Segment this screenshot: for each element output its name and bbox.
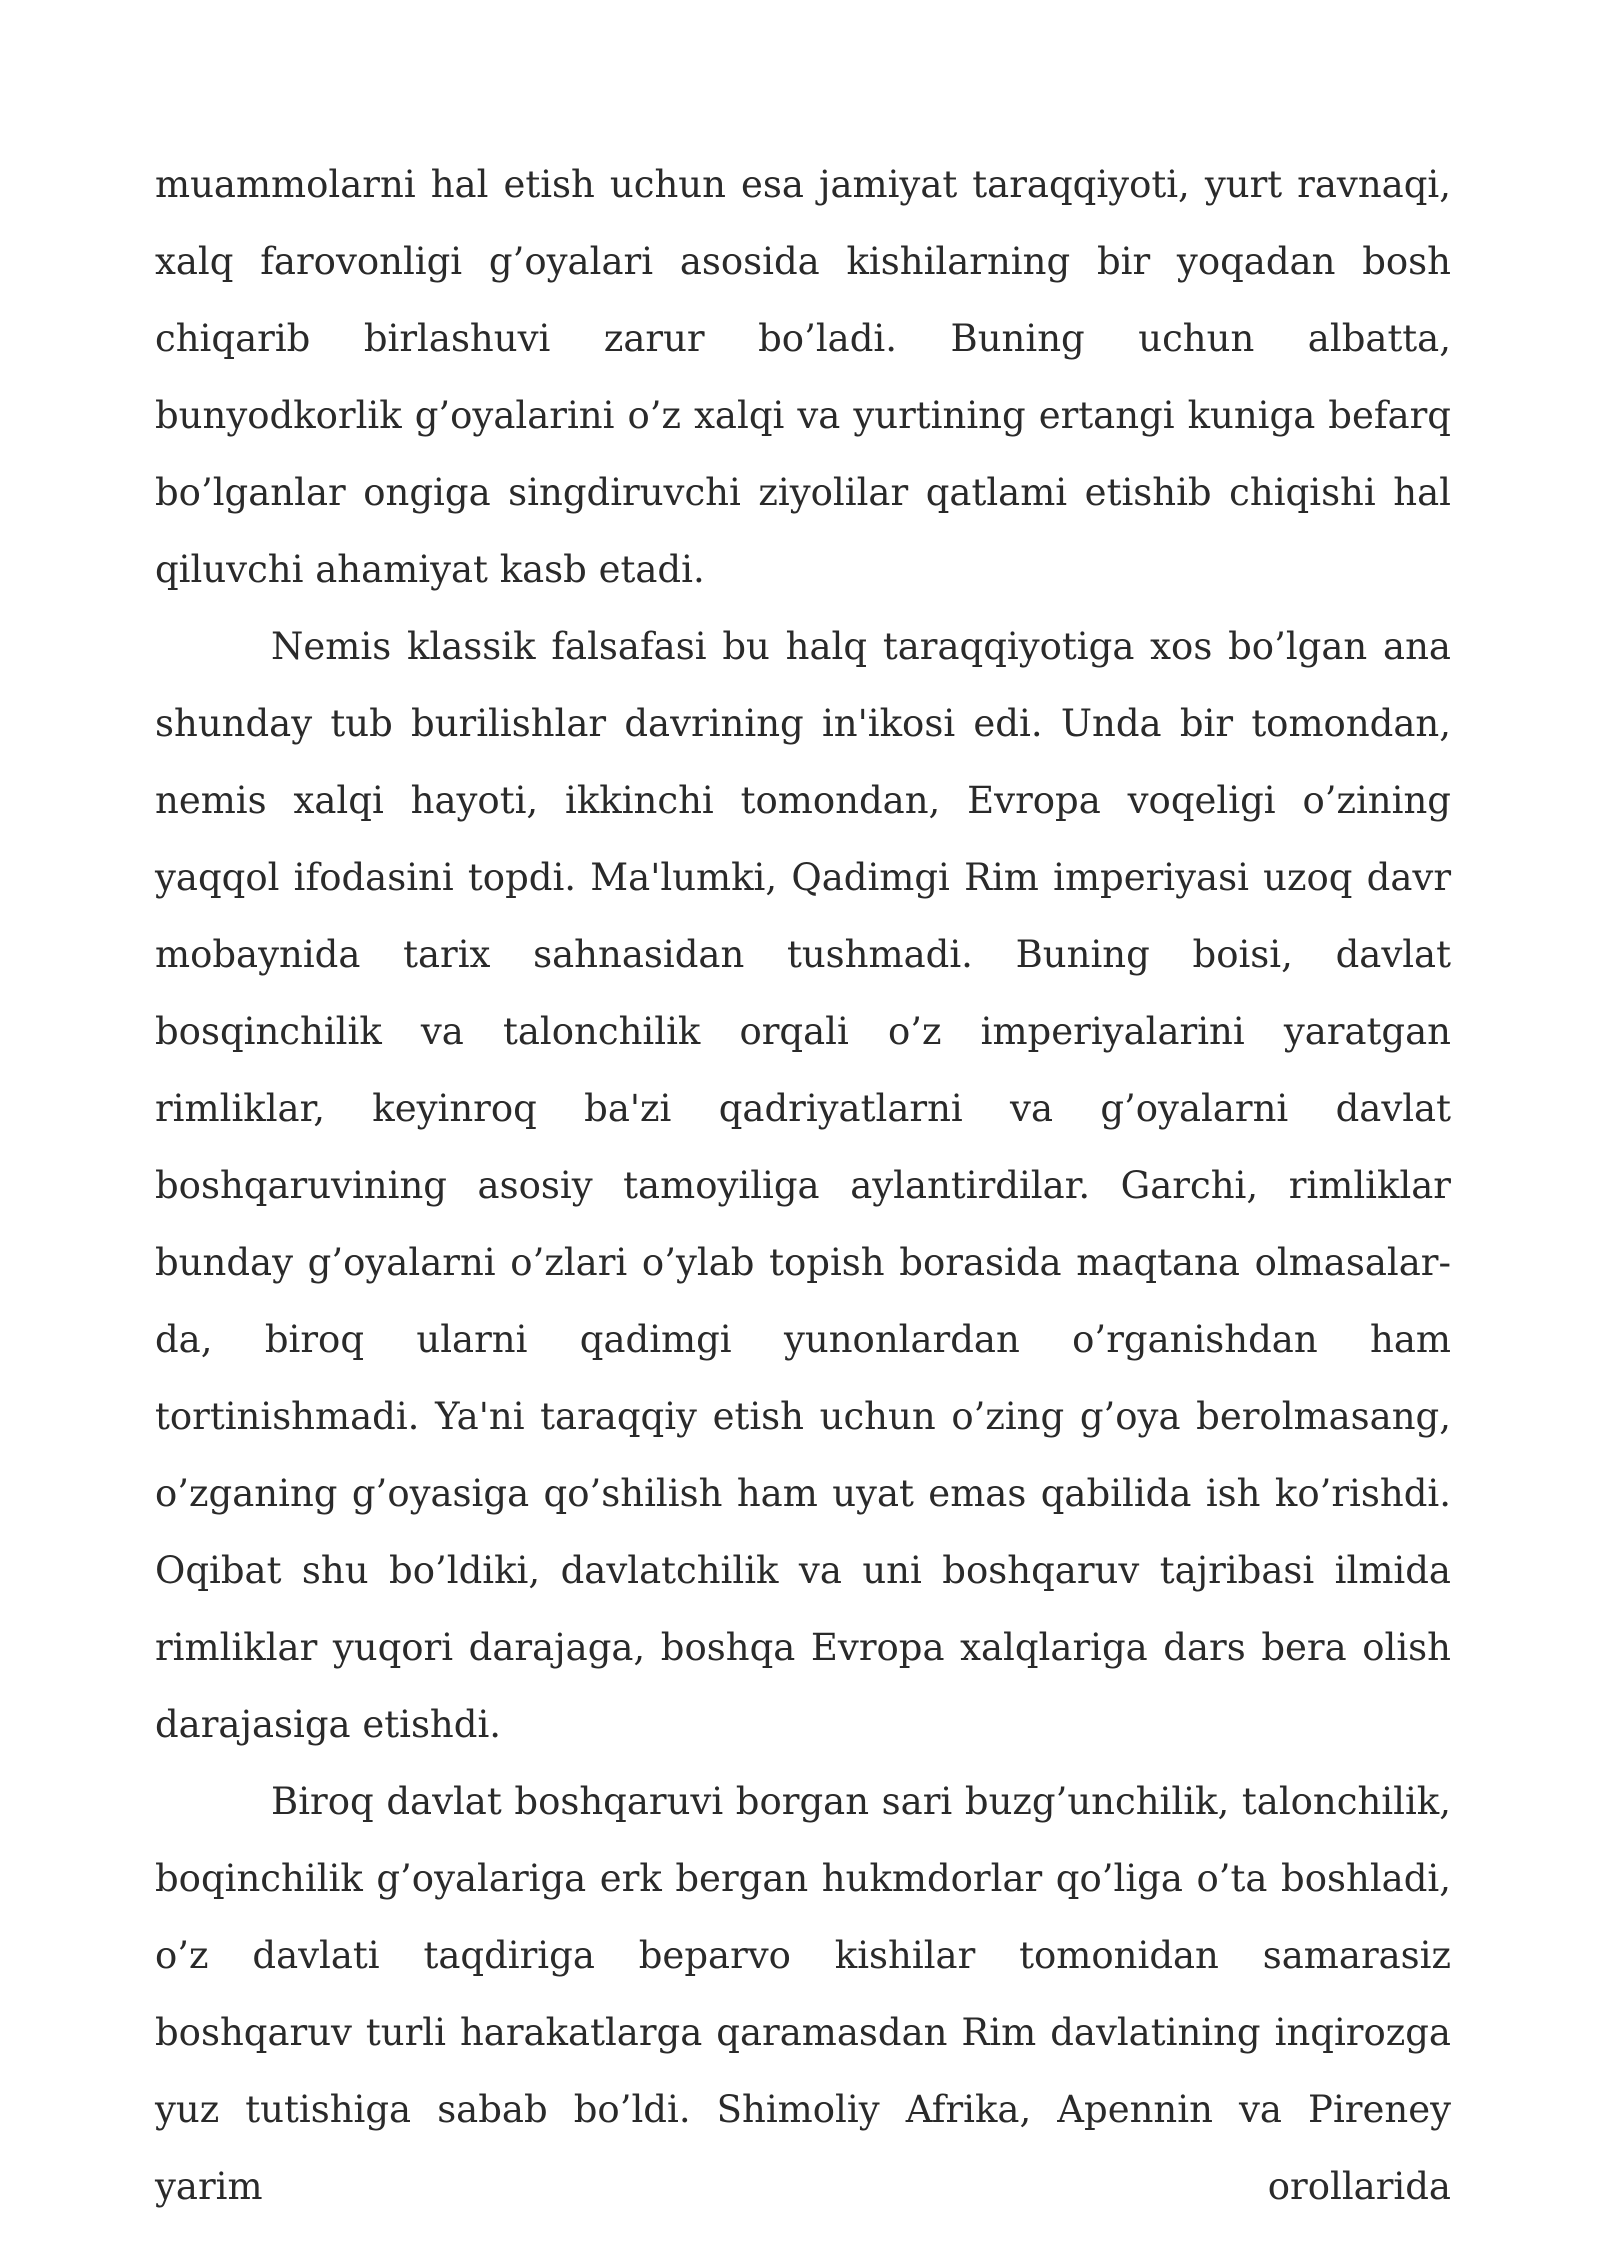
document-body [155,146,1451,2225]
paragraph-3: Biroq davlat boshqaruvi borgan sari buzg’unchilik, talonchilik, boqinchilik g’oyalariga erk bergan hukmdorlar qo’liga o’ta boshladi, o’z davlati taqdiriga beparvo kishilar tomonidan samarasiz boshqaruv turli harakatlarga qaramasdan Rim davlatining inqirozga yuz tutishiga sabab bo’ldi. Shimoliy Afrika, Apennin va Pireney yarim orollarida [155,1780,1451,2208]
paragraph-1: muammolarni hal etish uchun esa jamiyat taraqqiyoti, yurt ravnaqi, xalq farovonligi g’oyalari asosida kishilarning bir yoqadan bosh chiqarib birlashuvi zarur bo’ladi. Buning uchun albatta, bunyodkorlik g’oyalarini o’z xalqi va yurtining ertangi kuniga befarq bo’lganlar ongiga singdiruvchi ziyolilar qatlami etishib chiqishi hal qiluvchi ahamiyat kasb etadi. [155,163,1451,591]
paragraph-2: Nemis klassik falsafasi bu halq taraqqiyotiga xos bo’lgan ana shunday tub burilishlar davrining in'ikosi edi. Unda bir tomondan, nemis xalqi hayoti, ikkinchi tomondan, Evropa voqeligi o’zining yaqqol ifodasini topdi. Ma'lumki, Qadimgi Rim imperiyasi uzoq davr mobaynida tarix sahnasidan tushmadi. Buning boisi, davlat bosqinchilik va talonchilik orqali o’z imperiyalarini yaratgan rimliklar, keyinroq ba'zi qadriyatlarni va g’oyalarni davlat boshqaruvining asosiy tamoyiliga aylantirdilar. Garchi, rimliklar bunday g’oyalarni o’zlari o’ylab topish borasida maqtana olmasalar-da, biroq ularni qadimgi yunonlardan o’rganishdan ham tortinishmadi. Ya'ni taraqqiy etish uchun o’zing g’oya berolmasang, o’zganing g’oyasiga qo’shilish ham uyat emas qabilida ish ko’rishdi. Oqibat shu bo’ldiki, davlatchilik va uni boshqaruv tajribasi ilmida rimliklar yuqori darajaga, boshqa Evropa xalqlariga dars bera olish darajasiga etishdi. [155,625,1451,1746]
